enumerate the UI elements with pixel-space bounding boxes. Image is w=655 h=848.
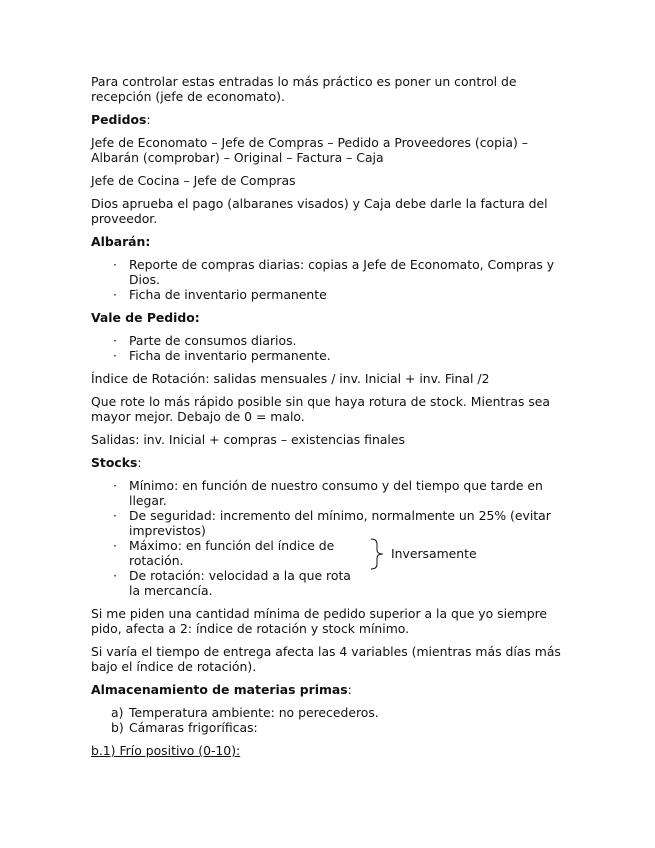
vale-list [91,333,569,363]
pedidos-line-2: Jefe de Cocina – Jefe de Compras [91,173,296,188]
list-marker: a) [111,705,124,720]
pedidos-line-3: Dios aprueba el pago (albaranes visados) y Caja debe darle la factura del proveedor. [91,196,548,226]
almacen-item [91,705,569,720]
albaran-item: · Ficha de inventario permanente [91,287,569,302]
stocks-colon: : [137,455,142,470]
indice-rotacion: Índice de Rotación: salidas mensuales / inv. Inicial + inv. Final /2 [91,371,490,386]
inversamente-label: Inversamente [391,546,477,561]
frio-positivo-heading: b.1) Frío positivo (0-10): [91,743,241,758]
albaran-item: · Reporte de compras diarias: copias a Jefe de Economato, Compras y Dios. [91,257,569,287]
minima-paragraph: Si me piden una cantidad mínima de pedido superior a la que yo siempre pido, afecta a 2: índice de rotación y stock mínimo. [91,606,548,636]
albaran-heading: Albarán: [91,234,151,249]
almacen-list [91,705,569,735]
almacen-item-text: Cámaras frigoríficas: [129,720,258,735]
stocks-heading-line [91,455,569,470]
pedidos-heading-line [91,112,569,127]
stocks-item-text: · Máximo: en función del índice de rotación. [129,538,335,568]
almacen-item-text: Temperatura ambiente: no perecederos. [129,705,379,720]
pedidos-heading: Pedidos [91,112,147,127]
stocks-item-maximo [91,538,569,568]
salidas-paragraph: Salidas: inv. Inicial + compras – existencias finales [91,432,405,447]
rote-paragraph: Que rote lo más rápido posible sin que haya rotura de stock. Mientras sea mayor mejor. Debajo de 0 = malo. [91,394,551,424]
pedidos-line-1: Jefe de Economato – Jefe de Compras – Pedido a Proveedores (copia) – Albarán (comprobar) – Original – Factura – Caja [91,135,528,165]
almacen-heading: Almacenamiento de materias primas [91,682,348,697]
document-page [91,74,569,758]
albaran-list [91,257,569,302]
vale-item: · Parte de consumos diarios. [91,333,569,348]
intro-paragraph: Para controlar estas entradas lo más práctico es poner un control de recepción (jefe de economato). [91,74,517,104]
vale-item: · Ficha de inventario permanente. [91,348,569,363]
almacen-item [91,720,569,735]
almacen-colon: : [347,682,352,697]
stocks-item: · De seguridad: incremento del mínimo, normalmente un 25% (evitar imprevistos) [91,508,569,538]
stocks-item: · Mínimo: en función de nuestro consumo y del tiempo que tarde en llegar. [91,478,569,508]
stocks-list [91,478,569,598]
almacen-heading-line [91,682,569,697]
right-brace-icon [369,538,387,570]
list-marker: b) [111,720,124,735]
tiempo-paragraph: Si varía el tiempo de entrega afecta las 4 variables (mientras más días más bajo el índice de rotación). [91,644,561,674]
stocks-item [91,568,569,598]
pedidos-colon: : [146,112,151,127]
stocks-item-text: · De rotación: velocidad a la que rota la mercancía. [129,568,351,598]
stocks-heading: Stocks [91,455,138,470]
vale-heading: Vale de Pedido: [91,310,200,325]
